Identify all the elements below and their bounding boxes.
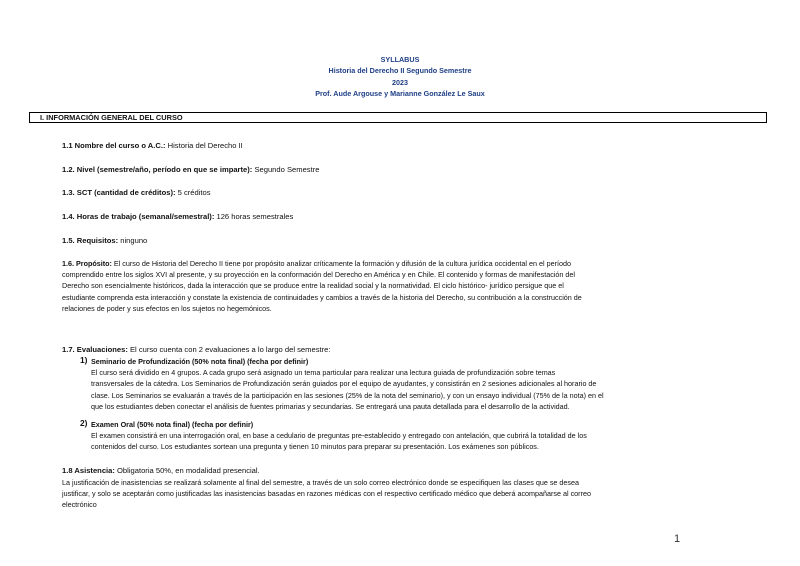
- evaluation-2-title: Examen Oral (50% nota final) (fecha por definir): [91, 420, 254, 429]
- attendance-paragraph: La justificación de inasistencias se realizará solamente al final del semestre, a través de un solo correo electrónico donde se especifiquen las clases que se desea justificar, y solo se aceptarán como justificadas las inasistencias basadas en razones médicas con el respectivo certificado médico que deberá acompañarse al correo electrónico: [62, 478, 591, 510]
- attendance: 1.8 Asistencia: Obligatoria 50%, en modalidad presencial.: [62, 466, 260, 475]
- evaluation-2-number: 2): [80, 418, 88, 428]
- header-professors: Prof. Aude Argouse y Marianne González Le Saux: [315, 89, 485, 99]
- evaluation-1-title: Seminario de Profundización (50% nota final) (fecha por definir): [91, 357, 309, 366]
- header-syllabus: SYLLABUS: [380, 55, 420, 64]
- item-credits: 1.3. SCT (cantidad de créditos): 5 créditos: [62, 188, 211, 197]
- item-requirements: 1.5. Requisitos: ninguno: [62, 236, 148, 245]
- header-course-title: Historia del Derecho II Segundo Semestre: [328, 66, 472, 76]
- header-year: 2023: [392, 77, 408, 87]
- purpose-paragraph: 1.6. Propósito: El curso de Historia del Derecho II tiene por propósito analizar críticamente la formación y difusión de la cultura jurídica occidental en el período comprendido entre los siglos XVI al presente, y su proyección en la conformación del Derecho en América y en Chile. El contenido y formas de manifestación del Derecho son esencialmente históricos, dada la interacción que se produce entre la realidad social y la normatividad. El ciclo histórico- jurídico persigue que el estudiante comprenda esta interacción y constate la existencia de continuidades y cambios a través de la historia del Derecho, su contribución a la construcción de relaciones de poder y sus efectos en los sujetos no hegemónicos.: [62, 259, 582, 313]
- evaluation-1: Seminario de Profundización (50% nota final) (fecha por definir) El curso será dividido en 4 grupos. A cada grupo será asignado un tema particular para realizar una lectura guiada de profundización sobre temas transversales de la cátedra. Los Seminarios de Profundización serán guiados por el equipo de ayudantes, y consistirán en 2 sesiones adicionales al horario de clase. Los Seminarios se evaluarán a través de la participación en las sesiones (25% de la nota del seminario), y con un ensayo individual (75% de la nota) en el que los estudiantes deben conectar el análisis de fuentes primarias y secundarias. Se entregará una pauta detallada para el desarrollo de la actividad.: [91, 357, 604, 411]
- item-level: 1.2. Nivel (semestre/año, período en que se imparte): Segundo Semestre: [62, 165, 320, 174]
- page-number: 1: [674, 533, 681, 545]
- evaluations-intro: 1.7. Evaluaciones: El curso cuenta con 2 evaluaciones a lo largo del semestre:: [62, 345, 331, 354]
- evaluation-1-number: 1): [80, 355, 88, 365]
- item-course-name: 1.1 Nombre del curso o A.C.: Historia del Derecho II: [62, 141, 243, 150]
- document-header: [0, 54, 800, 100]
- evaluation-2: Examen Oral (50% nota final) (fecha por definir) El examen consistirá en una interrogación oral, en base a cedulario de preguntas pre-establecido y entregado con antelación, que cubrirá la totalidad de los contenidos del curso. Los estudiantes sortean una pregunta y tienen 10 minutos para preparar su presentación. Los exámenes son públicos.: [91, 420, 587, 452]
- item-hours: 1.4. Horas de trabajo (semanal/semestral): 126 horas semestrales: [62, 212, 294, 221]
- section-title-box: I. INFORMACIÓN GENERAL DEL CURSO: [29, 112, 767, 123]
